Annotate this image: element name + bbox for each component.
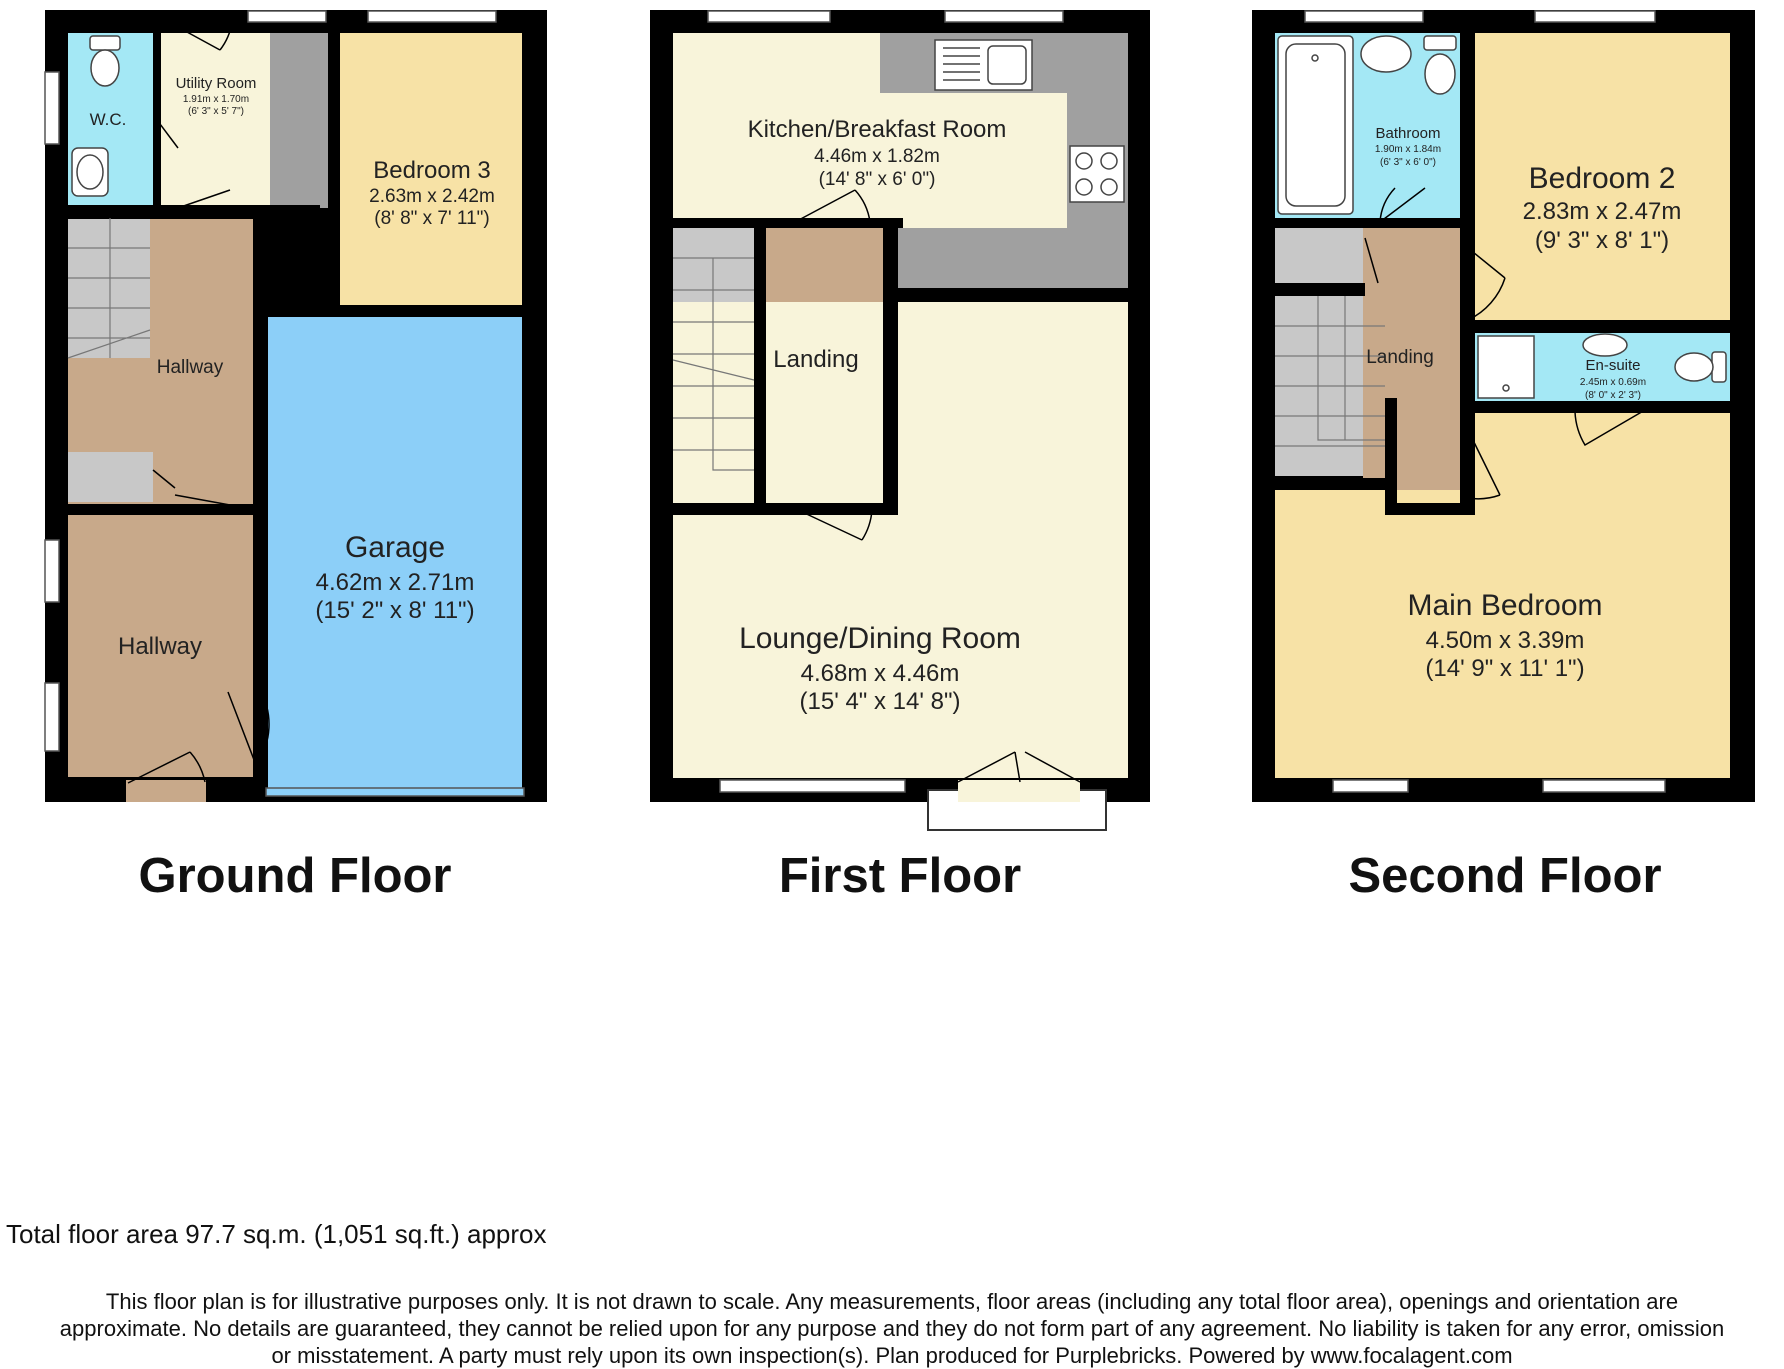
- wall: [673, 218, 903, 228]
- room-dims-main-bedroom-metric: 4.50m x 3.39m: [1425, 627, 1585, 654]
- room-dims-bathroom-metric: 1.90m x 1.84m: [1374, 144, 1442, 155]
- wall: [1468, 320, 1738, 333]
- window[interactable]: [1535, 11, 1655, 22]
- sink-icon: [935, 40, 1032, 90]
- ground-floor-title: Ground Floor: [138, 849, 452, 903]
- wall: [1385, 503, 1475, 515]
- wall: [673, 503, 898, 515]
- window[interactable]: [45, 540, 59, 602]
- first-floor-plan: [650, 10, 1150, 830]
- disclaimer: [0, 1288, 1784, 1369]
- window[interactable]: [1305, 11, 1423, 22]
- room-dims-main-bedroom-imperial: (14' 9" x 11' 1"): [1425, 655, 1585, 682]
- total-floor-area: Total floor area 97.7 sq.m. (1,051 sq.ft.) approx: [6, 1219, 547, 1249]
- room-dims-kitchen-metric: 4.46m x 1.82m: [814, 146, 940, 167]
- garage-door-opening[interactable]: [266, 788, 524, 796]
- window[interactable]: [368, 11, 496, 22]
- second-floor-plan: [1252, 10, 1755, 802]
- stairs: [68, 218, 150, 358]
- window[interactable]: [720, 780, 905, 792]
- room-name-landing-first: Landing: [773, 346, 859, 373]
- room-dims-bedroom-3-metric: 2.63m x 2.42m: [369, 186, 495, 207]
- french-door-opening[interactable]: [958, 780, 1080, 802]
- toilet-icon: [1424, 36, 1456, 94]
- room-name-bathroom: Bathroom: [1375, 125, 1441, 142]
- room-name-ensuite: En-suite: [1585, 357, 1641, 374]
- cupboard: [1275, 228, 1365, 283]
- sink-icon: [72, 148, 108, 196]
- room-dims-ensuite-imperial: (8' 0" x 2' 3"): [1585, 390, 1641, 401]
- utility-worktop: [270, 33, 328, 208]
- room-name-hallway-upper: Hallway: [156, 357, 224, 378]
- room-name-bedroom-3: Bedroom 3: [373, 157, 491, 184]
- wall: [60, 504, 260, 515]
- front-door-opening[interactable]: [126, 780, 206, 802]
- wall: [60, 205, 320, 219]
- shower-icon: [1478, 336, 1534, 398]
- room-name-bedroom-2: Bedroom 2: [1528, 162, 1676, 195]
- room-dims-utility-imperial: (6' 3" x 5' 7"): [188, 106, 244, 117]
- room-name-garage: Garage: [344, 531, 446, 564]
- wall: [328, 25, 340, 221]
- bath-icon: [1278, 36, 1353, 214]
- wall: [1275, 283, 1365, 296]
- room-name-kitchen: Kitchen/Breakfast Room: [747, 116, 1007, 143]
- wall: [1385, 398, 1397, 513]
- ground-floor-plan: [45, 10, 547, 802]
- room-dims-lounge-imperial: (15' 4" x 14' 8"): [799, 688, 961, 715]
- room-name-landing-second: Landing: [1366, 347, 1434, 368]
- wall: [754, 228, 766, 508]
- window[interactable]: [708, 11, 830, 22]
- room-dims-lounge-metric: 4.68m x 4.46m: [800, 660, 960, 687]
- first-floor-title: First Floor: [778, 849, 1022, 903]
- room-dims-ensuite-metric: 2.45m x 0.69m: [1579, 377, 1647, 388]
- window[interactable]: [45, 683, 59, 751]
- window[interactable]: [45, 72, 59, 144]
- disclaimer-line: or misstatement. A party must rely upon its own inspection(s). Plan produced for Purplebricks. Powered by www.focalagent.com: [271, 1343, 1513, 1368]
- main-bedroom-upper: [1475, 413, 1730, 493]
- room-dims-utility-metric: 1.91m x 1.70m: [182, 94, 250, 105]
- wall: [260, 305, 530, 317]
- utility-room: [160, 33, 270, 208]
- room-dims-bedroom-2-imperial: (9' 3" x 8' 1"): [1534, 227, 1670, 254]
- cupboard: [68, 452, 153, 502]
- ensuite-sink-icon: [1583, 334, 1627, 356]
- disclaimer-line: This floor plan is for illustrative purposes only. It is not drawn to scale. Any measurements, floor areas (including any total floor area), openings and orientation are: [105, 1289, 1679, 1314]
- room-dims-bathroom-imperial: (6' 3" x 6' 0"): [1380, 157, 1436, 168]
- hob-icon: [1070, 146, 1124, 202]
- room-name-wc: W.C.: [89, 110, 127, 129]
- wall: [1275, 218, 1465, 228]
- room-name-utility: Utility Room: [175, 75, 257, 92]
- window[interactable]: [248, 11, 326, 22]
- toilet-icon: [90, 36, 120, 86]
- room-dims-garage-metric: 4.62m x 2.71m: [315, 569, 475, 596]
- room-dims-bedroom-2-metric: 2.83m x 2.47m: [1522, 198, 1682, 225]
- room-name-lounge: Lounge/Dining Room: [739, 622, 1021, 655]
- window[interactable]: [945, 11, 1063, 22]
- wall: [1468, 401, 1738, 413]
- disclaimer-line: approximate. No details are guaranteed, they cannot be relied upon for any purpose and they do not form part of any agreement. No liability is taken for any error, omission: [59, 1316, 1725, 1341]
- window[interactable]: [1543, 780, 1665, 792]
- second-floor-title: Second Floor: [1348, 849, 1662, 903]
- room-name-hallway-lower: Hallway: [117, 633, 203, 660]
- room-dims-garage-imperial: (15' 2" x 8' 11"): [315, 597, 475, 624]
- ensuite-toilet-icon: [1675, 352, 1726, 382]
- room-dims-bedroom-3-imperial: (8' 8" x 7' 11"): [374, 208, 490, 229]
- wall: [1460, 25, 1475, 503]
- wall: [883, 218, 898, 515]
- wall: [153, 18, 161, 208]
- wall: [898, 288, 1130, 302]
- window[interactable]: [1333, 780, 1408, 792]
- wall: [1275, 478, 1390, 490]
- sink-icon: [1361, 36, 1411, 72]
- kitchen-cupboard: [898, 228, 1128, 288]
- room-name-main-bedroom: Main Bedroom: [1407, 589, 1603, 622]
- room-dims-kitchen-imperial: (14' 8" x 6' 0"): [818, 169, 936, 190]
